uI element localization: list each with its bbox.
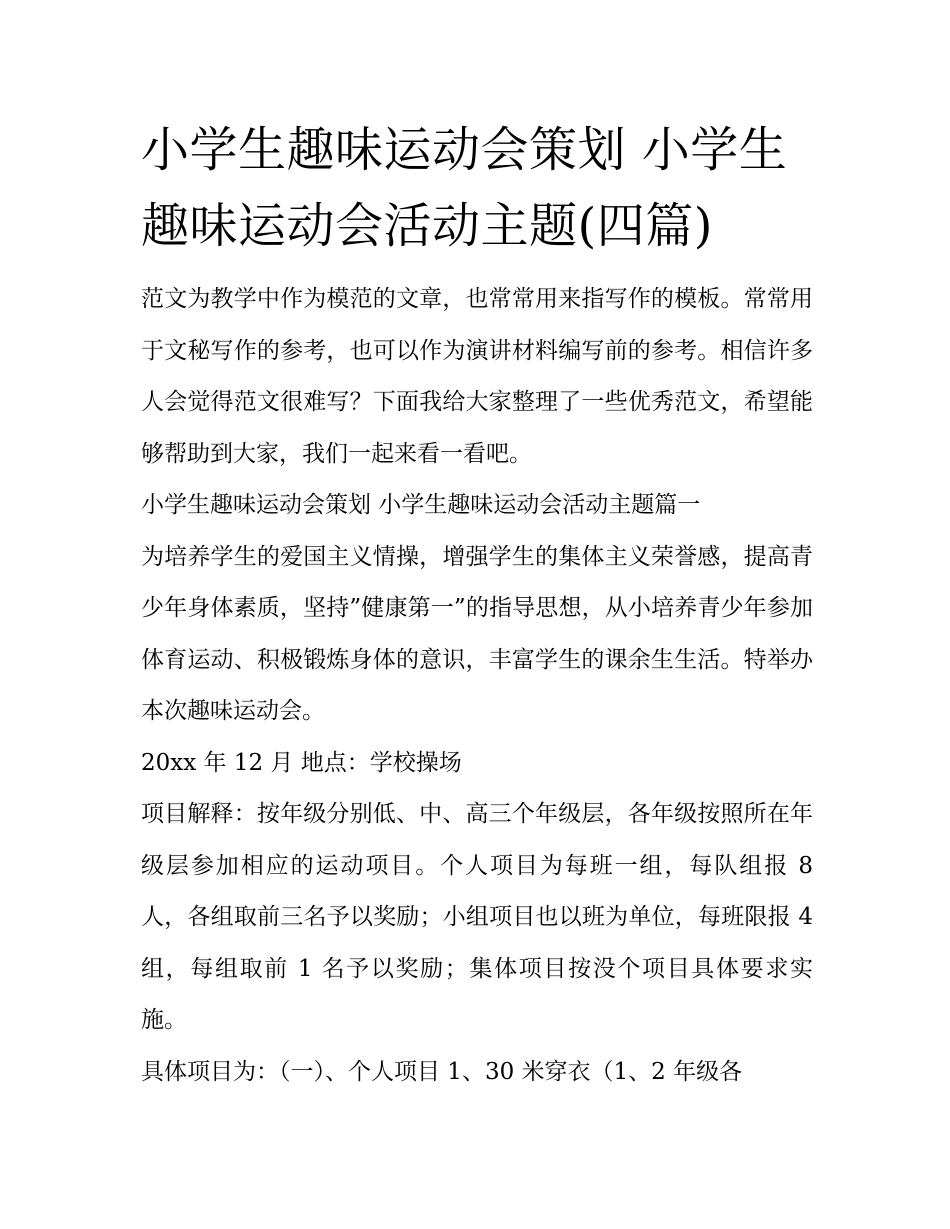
paragraph-time-location: 20xx 年 12 月 地点：学校操场 xyxy=(141,749,462,776)
paragraph-purpose: 为培养学生的爱国主义情操，增强学生的集体主义荣誉感，提高青少年身体素质，坚持”健康第一”的指导思想，从小培养青少年参加体育运动、积极锻炼身体的意识，丰富学生的课余生生活。特举办本次趣味运动会。 xyxy=(141,543,813,724)
document-title: 小学生趣味运动会策划 小学生趣味运动会活动主题(四篇) xyxy=(141,122,788,254)
title-spacer xyxy=(141,264,813,274)
paragraph-project-list: 具体项目为：（一）、个人项目 1、30 米穿衣（1、2 年级各 xyxy=(141,1058,743,1085)
section-heading: 小学生趣味运动会策划 小学生趣味运动会活动主题篇一 xyxy=(141,492,701,518)
document-page xyxy=(141,112,813,1098)
paragraph-intro: 范文为教学中作为模范的文章，也常常用来指写作的模板。常常用于文秘写作的参考，也可以作为演讲材料编写前的参考。相信许多人会觉得范文很难写？下面我给大家整理了一些优秀范文，希望能够帮助到大家，我们一起来看一看吧。 xyxy=(141,286,813,467)
paragraph-project-explanation: 项目解释：按年级分别低、中、高三个年级层，各年级按照所在年级层参加相应的运动项目。个人项目为每班一组，每队组报 8 人，各组取前三名予以奖励；小组项目也以班为单位，每班限报 4 组，每组取前 1 名予以奖励；集体项目按没个项目具体要求实施。 xyxy=(141,801,813,1033)
